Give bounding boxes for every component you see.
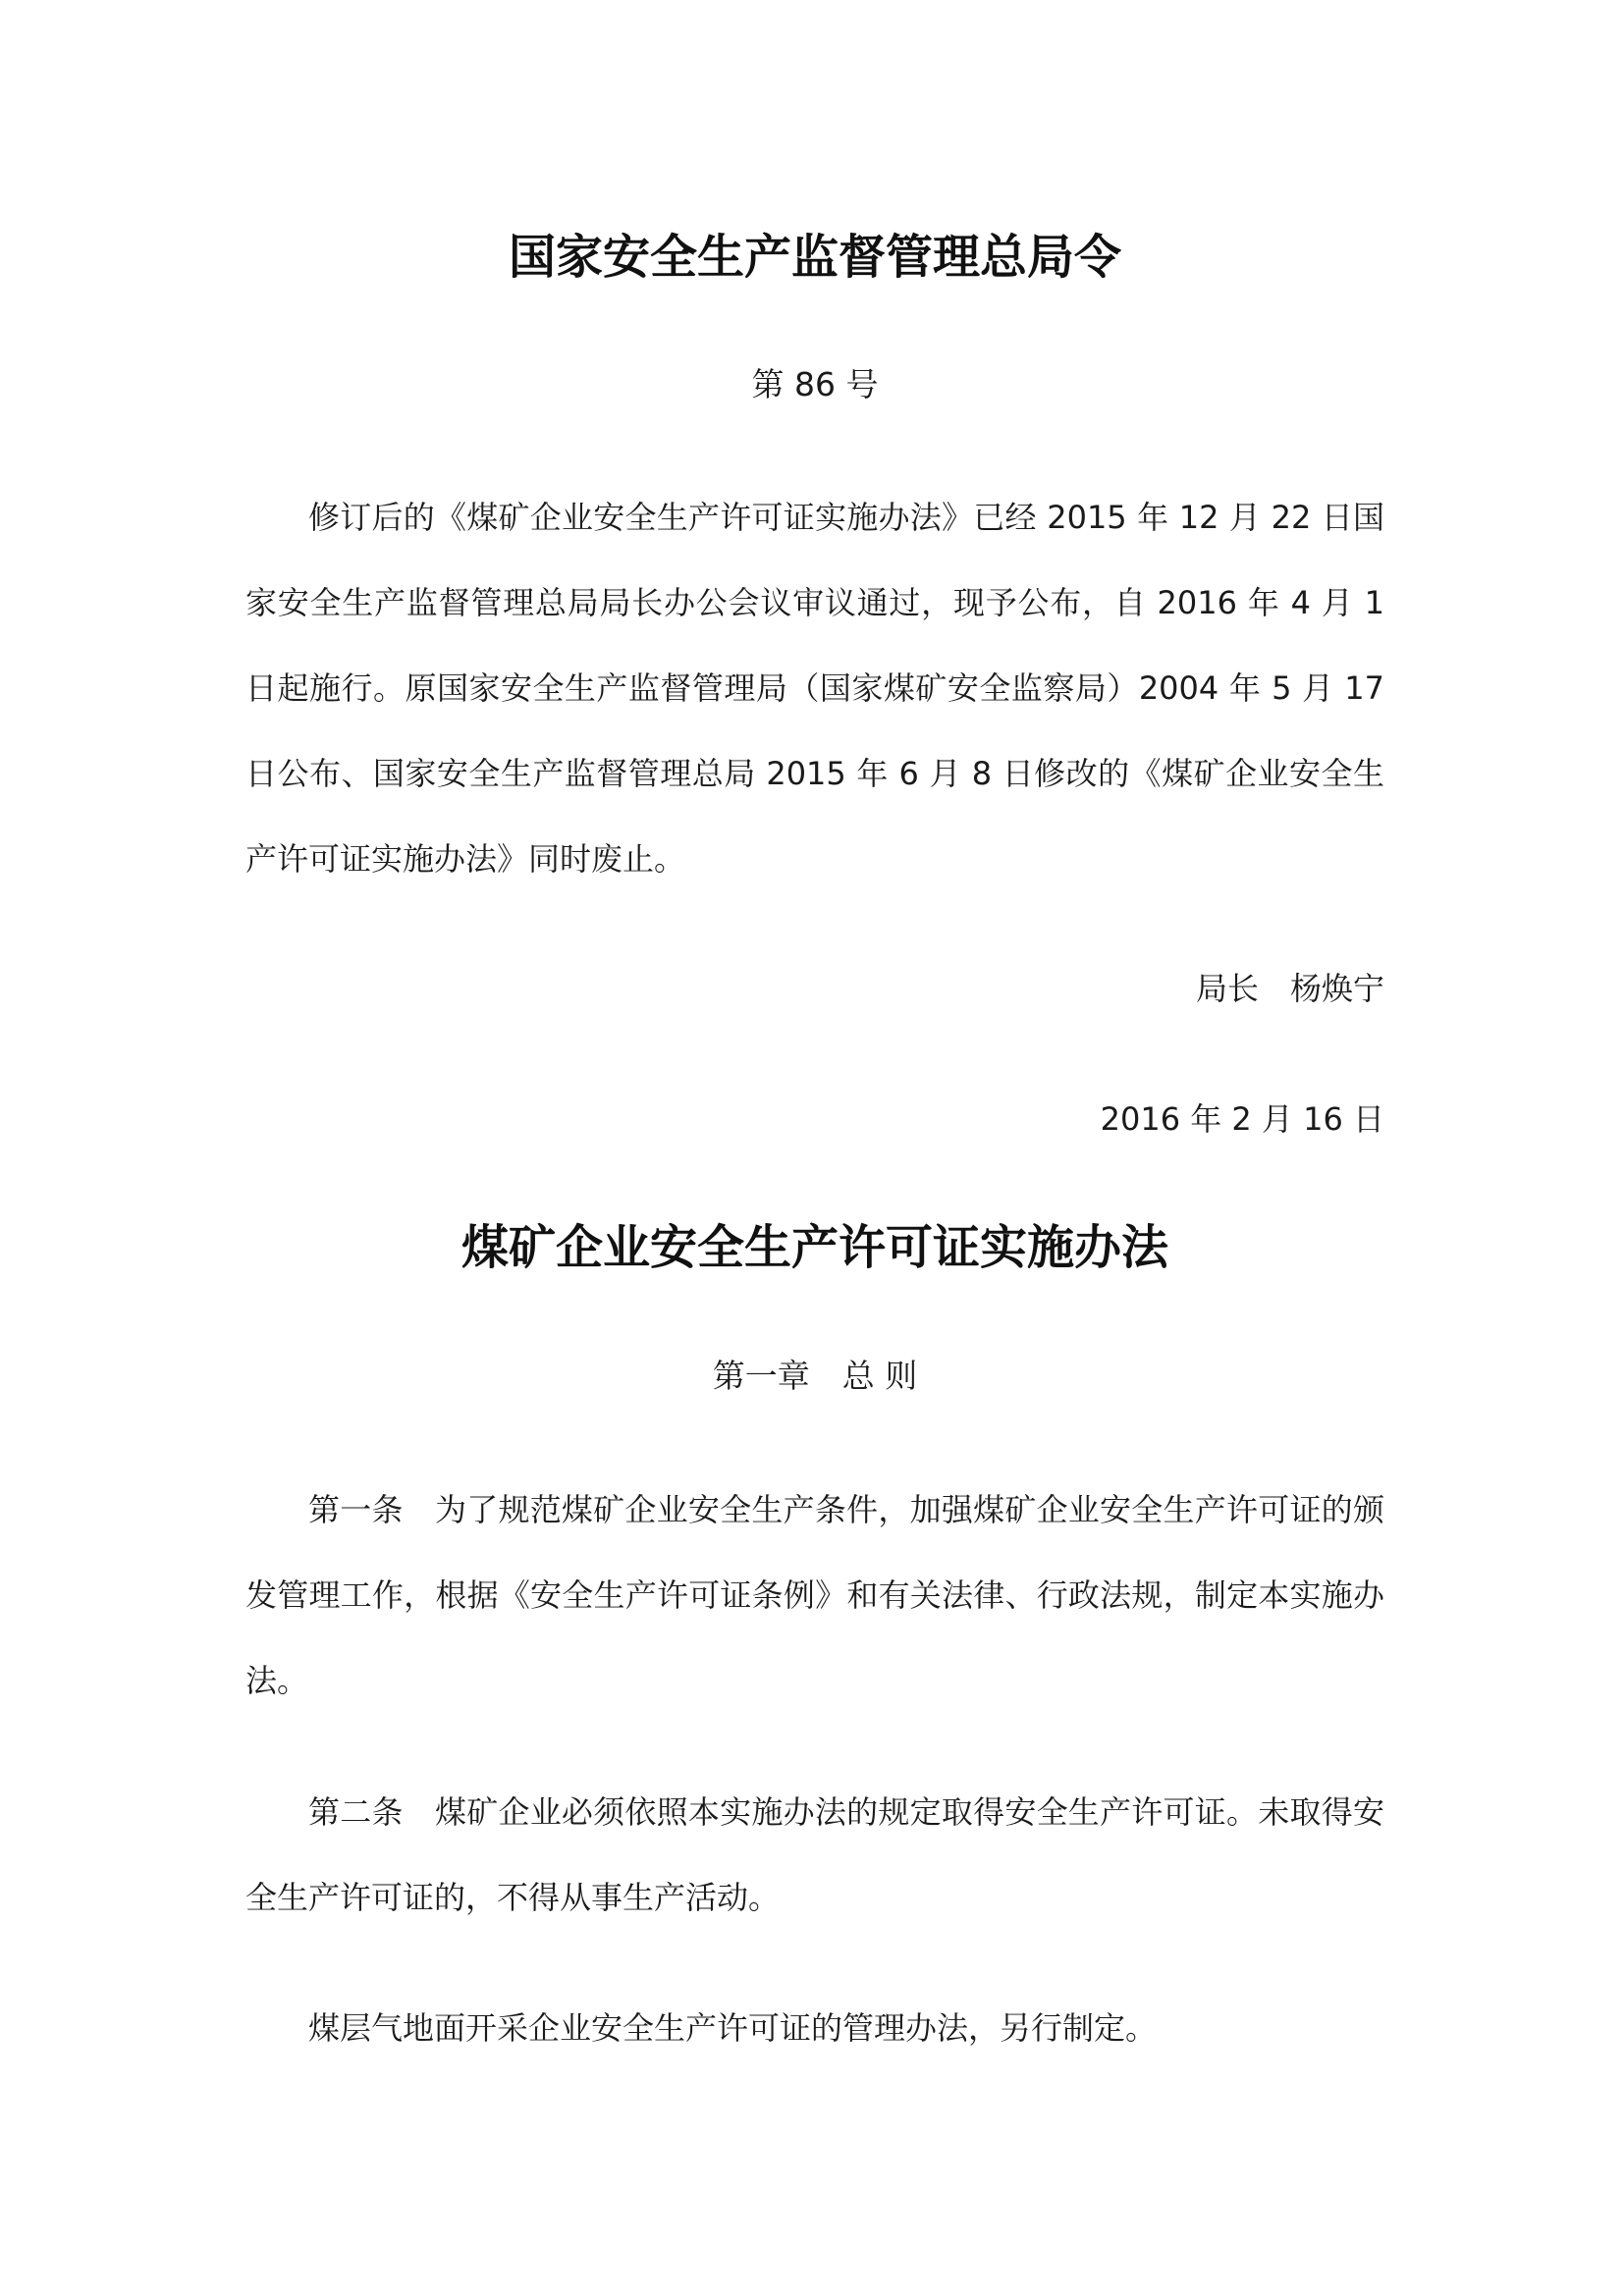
article-2-supplement-paragraph: 煤层气地面开采企业安全生产许可证的管理办法，另行制定。 [308, 2009, 1158, 2047]
order-body-paragraph: 修订后的《煤矿企业安全生产许可证实施办法》已经 2015 年 12 月 22 日国家安全生产监督管理总局局长办公会议审议通过，现予公布，自 2016 年 4 月 1 日起施行。原国家安全生产监督管理局（国家煤矿安全监察局）2004 年 5 月 17 日公布、国家安全生产监督管理总局 2015 年 6 月 8 日修改的《煤矿企业安全生产许可证实施办法》同时废止。 [245, 499, 1384, 878]
order-title: 国家安全生产监督管理总局令 [508, 230, 1121, 285]
article-1-paragraph: 第一条 为了规范煤矿企业安全生产条件，加强煤矿企业安全生产许可证的颁发管理工作，根据《安全生产许可证条例》和有关法律、行政法规，制定本实施办法。 [245, 1491, 1384, 1699]
order-date: 2016 年 2 月 16 日 [1100, 1100, 1384, 1138]
regulation-title: 煤矿企业安全生产许可证实施办法 [460, 1220, 1168, 1275]
chapter-heading: 第一章 总 则 [712, 1357, 918, 1395]
article-2-paragraph: 第二条 煤矿企业必须依照本实施办法的规定取得安全生产许可证。未取得安全生产许可证的，不得从事生产活动。 [245, 1793, 1384, 1916]
document-page [245, 0, 1384, 2296]
order-number: 第 86 号 [751, 365, 879, 403]
order-signatory: 局长 杨焕宁 [1195, 970, 1384, 1007]
